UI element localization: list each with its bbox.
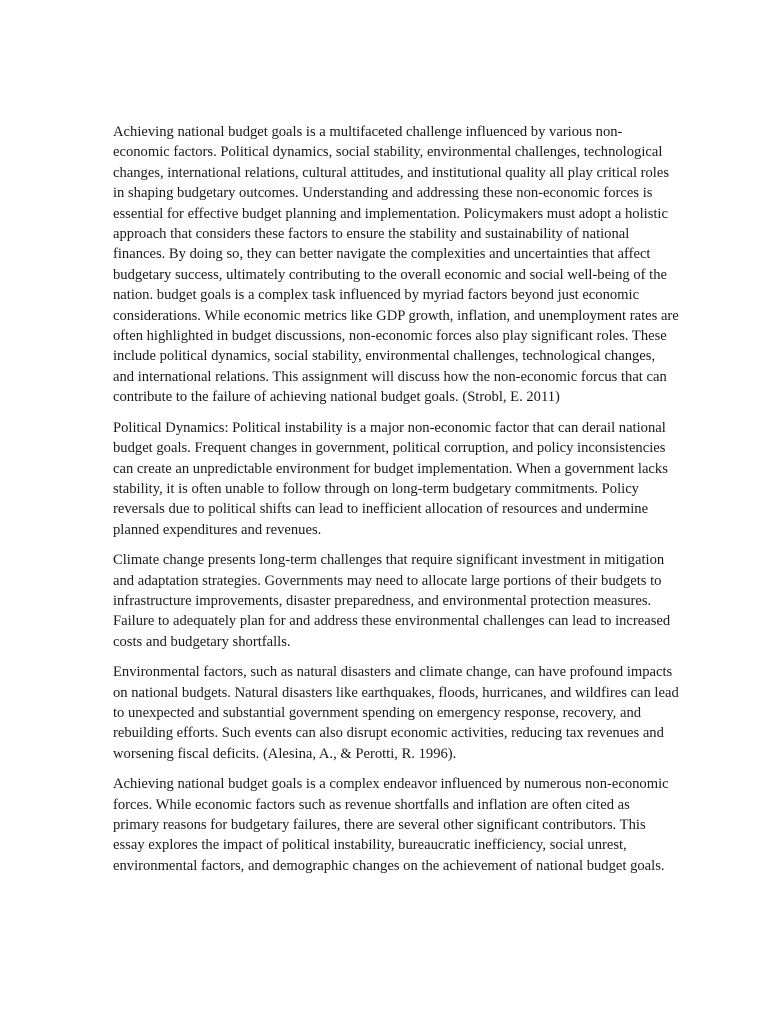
paragraph-climate-change: Climate change presents long-term challenges that require significant investment in mitigation and adaptation strategies. Governments may need to allocate large portions of their budgets to infrastructure improvements, disaster preparedness, and environmental protection measures. Failure to adequately plan for and address these environmental challenges can lead to increased costs and budgetary shortfalls. <box>113 552 671 650</box>
paragraph-environmental-factors: Environmental factors, such as natural disasters and climate change, can have profound impacts on national budgets. Natural disasters like earthquakes, floods, hurricanes, and wildfires can lead to unexpected and substantial government spending on emergency response, recovery, and rebuilding efforts. Such events can also disrupt economic activities, reducing tax revenues and worsening fiscal deficits. (Alesina, A., & Perotti, R. 1996). <box>113 664 679 762</box>
paragraph-political-dynamics: Political Dynamics: Political instability is a major non-economic factor that can derail national budget goals. Frequent changes in government, political corruption, and policy inconsistencies can create an unpredictable environment for budget implementation. When a government lacks stability, it is often unable to follow through on long-term budgetary commitments. Policy reversals due to political shifts can lead to inefficient allocation of resources and undermine planned expenditures and revenues. <box>113 419 668 538</box>
paragraph-conclusion: Achieving national budget goals is a complex endeavor influenced by numerous non-economic forces. While economic factors such as revenue shortfalls and inflation are often cited as primary reasons for budgetary failures, there are several other significant contributors. This essay explores the impact of political instability, bureaucratic inefficiency, social unrest, environmental factors, and demographic changes on the achievement of national budget goals. <box>113 776 669 874</box>
paragraph-intro: Achieving national budget goals is a multifaceted challenge influenced by various non-economic factors. Political dynamics, social stability, environmental challenges, technological changes, international relations, cultural attitudes, and institutional quality all play critical roles in shaping budgetary outcomes. Understanding and addressing these non-economic forces is essential for effective budget planning and implementation. Policymakers must adopt a holistic approach that considers these factors to ensure the stability and sustainability of national finances. By doing so, they can better navigate the complexities and uncertainties that affect budgetary success, ultimately contributing to the overall economic and social well-being of the nation. budget goals is a complex task influenced by myriad factors beyond just economic considerations. While economic metrics like GDP growth, inflation, and unemployment rates are often highlighted in budget discussions, non-economic forces also play significant roles. These include political dynamics, social stability, environmental challenges, technological changes, and international relations. This assignment will discuss how the non-economic forcus that can contribute to the failure of achieving national budget goals. (Strobl, E. 2011) <box>113 124 679 406</box>
document-page <box>113 122 679 886</box>
